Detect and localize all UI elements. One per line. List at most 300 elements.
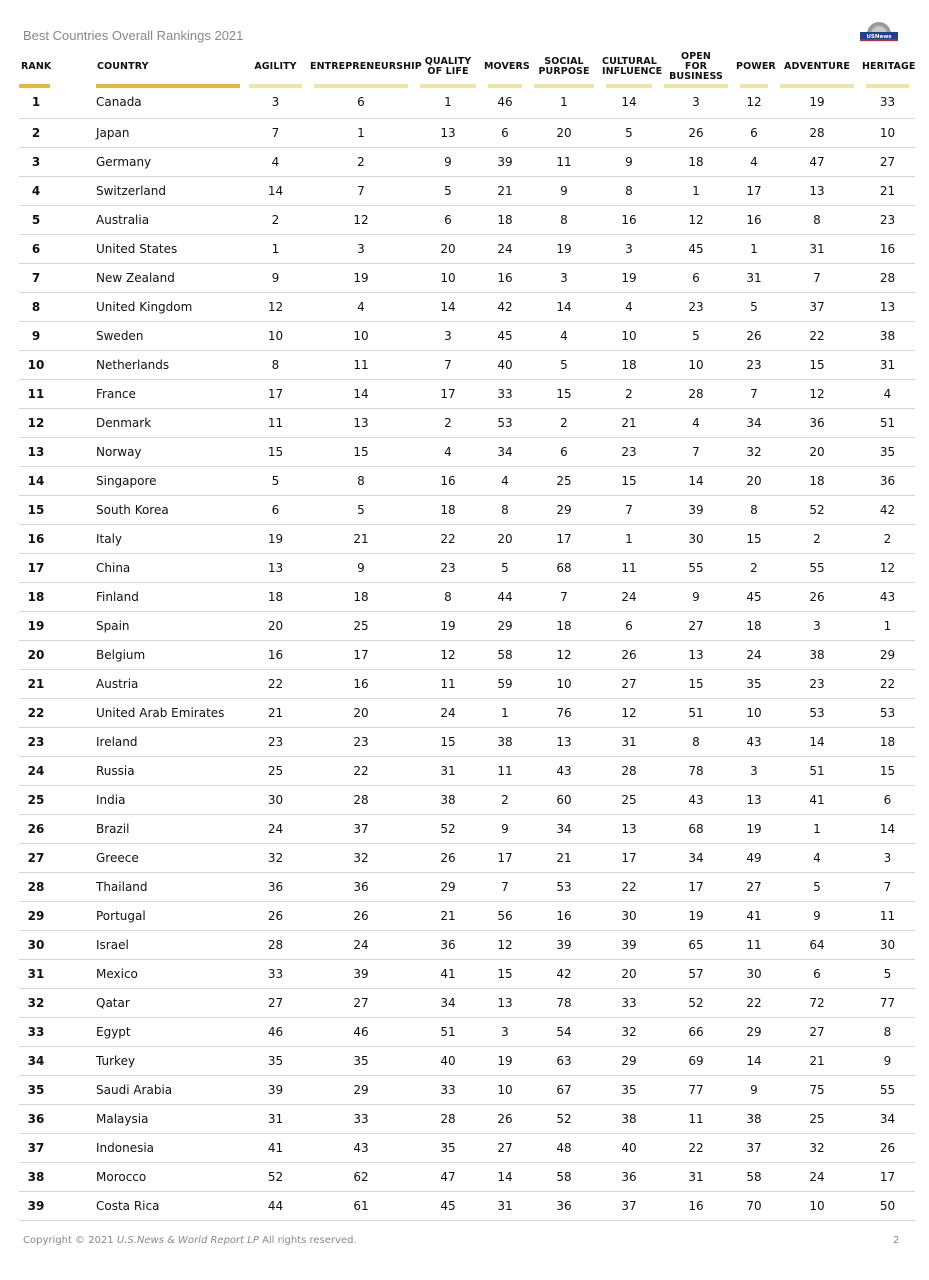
cell-adventure: 10 (774, 1192, 860, 1221)
cell-movers: 39 (482, 148, 528, 177)
cell-adventure: 37 (774, 293, 860, 322)
cell-power: 70 (734, 1192, 774, 1221)
table-row (19, 322, 915, 351)
cell-power: 15 (734, 525, 774, 554)
cell-country: United Arab Emirates (53, 699, 243, 728)
cell-heritage: 28 (860, 264, 915, 293)
cell-quality-of-life: 41 (414, 960, 482, 989)
cell-social-purpose: 78 (528, 989, 600, 1018)
cell-adventure: 51 (774, 757, 860, 786)
cell-country: Indonesia (53, 1134, 243, 1163)
cell-country: Sweden (53, 322, 243, 351)
cell-adventure: 21 (774, 1047, 860, 1076)
col-quality-of-life: QUALITY OF LIFE (414, 48, 482, 86)
cell-power: 2 (734, 554, 774, 583)
cell-entrepreneurship: 18 (308, 583, 414, 612)
cell-heritage: 2 (860, 525, 915, 554)
cell-movers: 2 (482, 786, 528, 815)
cell-agility: 52 (243, 1163, 308, 1192)
cell-country: Italy (53, 525, 243, 554)
cell-movers: 27 (482, 1134, 528, 1163)
cell-entrepreneurship: 32 (308, 844, 414, 873)
cell-adventure: 75 (774, 1076, 860, 1105)
cell-social-purpose: 67 (528, 1076, 600, 1105)
cell-country: France (53, 380, 243, 409)
cell-entrepreneurship: 19 (308, 264, 414, 293)
cell-social-purpose: 25 (528, 467, 600, 496)
cell-rank: 4 (19, 177, 53, 206)
cell-entrepreneurship: 23 (308, 728, 414, 757)
cell-social-purpose: 42 (528, 960, 600, 989)
cell-entrepreneurship: 17 (308, 641, 414, 670)
cell-social-purpose: 18 (528, 612, 600, 641)
cell-movers: 34 (482, 438, 528, 467)
cell-quality-of-life: 13 (414, 119, 482, 148)
table-row (19, 1192, 915, 1221)
cell-social-purpose: 13 (528, 728, 600, 757)
cell-cultural-influence: 40 (600, 1134, 658, 1163)
cell-agility: 24 (243, 815, 308, 844)
cell-cultural-influence: 29 (600, 1047, 658, 1076)
cell-quality-of-life: 12 (414, 641, 482, 670)
cell-entrepreneurship: 4 (308, 293, 414, 322)
cell-cultural-influence: 33 (600, 989, 658, 1018)
cell-open-for-business: 69 (658, 1047, 734, 1076)
cell-agility: 39 (243, 1076, 308, 1105)
cell-heritage: 50 (860, 1192, 915, 1221)
cell-open-for-business: 12 (658, 206, 734, 235)
cell-country: Costa Rica (53, 1192, 243, 1221)
cell-heritage: 18 (860, 728, 915, 757)
cell-social-purpose: 1 (528, 86, 600, 119)
cell-agility: 33 (243, 960, 308, 989)
cell-adventure: 25 (774, 1105, 860, 1134)
cell-cultural-influence: 24 (600, 583, 658, 612)
cell-entrepreneurship: 61 (308, 1192, 414, 1221)
cell-heritage: 13 (860, 293, 915, 322)
cell-cultural-influence: 25 (600, 786, 658, 815)
cell-cultural-influence: 1 (600, 525, 658, 554)
cell-quality-of-life: 36 (414, 931, 482, 960)
cell-adventure: 4 (774, 844, 860, 873)
cell-agility: 46 (243, 1018, 308, 1047)
cell-adventure: 7 (774, 264, 860, 293)
table-row (19, 525, 915, 554)
cell-entrepreneurship: 22 (308, 757, 414, 786)
cell-cultural-influence: 23 (600, 438, 658, 467)
cell-country: Morocco (53, 1163, 243, 1192)
cell-power: 1 (734, 235, 774, 264)
table-row (19, 612, 915, 641)
cell-cultural-influence: 3 (600, 235, 658, 264)
usnews-logo (859, 20, 899, 42)
cell-agility: 6 (243, 496, 308, 525)
cell-cultural-influence: 8 (600, 177, 658, 206)
cell-cultural-influence: 18 (600, 351, 658, 380)
cell-entrepreneurship: 43 (308, 1134, 414, 1163)
cell-quality-of-life: 23 (414, 554, 482, 583)
cell-agility: 41 (243, 1134, 308, 1163)
cell-open-for-business: 7 (658, 438, 734, 467)
cell-heritage: 42 (860, 496, 915, 525)
cell-entrepreneurship: 35 (308, 1047, 414, 1076)
cell-quality-of-life: 45 (414, 1192, 482, 1221)
cell-social-purpose: 54 (528, 1018, 600, 1047)
cell-social-purpose: 2 (528, 409, 600, 438)
table-row (19, 177, 915, 206)
cell-adventure: 47 (774, 148, 860, 177)
cell-power: 31 (734, 264, 774, 293)
cell-open-for-business: 65 (658, 931, 734, 960)
cell-agility: 21 (243, 699, 308, 728)
cell-power: 30 (734, 960, 774, 989)
cell-movers: 21 (482, 177, 528, 206)
cell-movers: 53 (482, 409, 528, 438)
cell-rank: 9 (19, 322, 53, 351)
table-row (19, 873, 915, 902)
cell-heritage: 31 (860, 351, 915, 380)
cell-power: 26 (734, 322, 774, 351)
cell-country: Finland (53, 583, 243, 612)
cell-open-for-business: 45 (658, 235, 734, 264)
cell-power: 12 (734, 86, 774, 119)
cell-quality-of-life: 24 (414, 699, 482, 728)
cell-adventure: 72 (774, 989, 860, 1018)
cell-power: 58 (734, 1163, 774, 1192)
cell-rank: 8 (19, 293, 53, 322)
table-row (19, 148, 915, 177)
cell-social-purpose: 5 (528, 351, 600, 380)
cell-heritage: 23 (860, 206, 915, 235)
cell-movers: 1 (482, 699, 528, 728)
cell-entrepreneurship: 28 (308, 786, 414, 815)
cell-power: 41 (734, 902, 774, 931)
cell-adventure: 1 (774, 815, 860, 844)
col-open-for-business: OPEN FOR BUSINESS (658, 48, 734, 86)
cell-rank: 16 (19, 525, 53, 554)
cell-power: 6 (734, 119, 774, 148)
cell-movers: 3 (482, 1018, 528, 1047)
cell-heritage: 55 (860, 1076, 915, 1105)
cell-social-purpose: 63 (528, 1047, 600, 1076)
cell-country: United Kingdom (53, 293, 243, 322)
cell-country: Japan (53, 119, 243, 148)
table-row (19, 728, 915, 757)
cell-open-for-business: 1 (658, 177, 734, 206)
cell-open-for-business: 52 (658, 989, 734, 1018)
cell-quality-of-life: 5 (414, 177, 482, 206)
cell-open-for-business: 17 (658, 873, 734, 902)
cell-rank: 22 (19, 699, 53, 728)
cell-adventure: 6 (774, 960, 860, 989)
cell-rank: 35 (19, 1076, 53, 1105)
cell-open-for-business: 23 (658, 293, 734, 322)
cell-movers: 31 (482, 1192, 528, 1221)
table-row (19, 902, 915, 931)
cell-adventure: 14 (774, 728, 860, 757)
cell-country: Brazil (53, 815, 243, 844)
cell-cultural-influence: 27 (600, 670, 658, 699)
cell-rank: 10 (19, 351, 53, 380)
cell-cultural-influence: 26 (600, 641, 658, 670)
cell-agility: 19 (243, 525, 308, 554)
cell-movers: 10 (482, 1076, 528, 1105)
cell-heritage: 36 (860, 467, 915, 496)
cell-entrepreneurship: 25 (308, 612, 414, 641)
table-row (19, 960, 915, 989)
cell-social-purpose: 7 (528, 583, 600, 612)
table-row (19, 235, 915, 264)
cell-country: Netherlands (53, 351, 243, 380)
cell-heritage: 6 (860, 786, 915, 815)
cell-entrepreneurship: 13 (308, 409, 414, 438)
cell-country: Saudi Arabia (53, 1076, 243, 1105)
cell-agility: 32 (243, 844, 308, 873)
cell-power: 22 (734, 989, 774, 1018)
cell-adventure: 31 (774, 235, 860, 264)
cell-adventure: 28 (774, 119, 860, 148)
cell-power: 14 (734, 1047, 774, 1076)
cell-entrepreneurship: 11 (308, 351, 414, 380)
cell-adventure: 41 (774, 786, 860, 815)
cell-heritage: 17 (860, 1163, 915, 1192)
cell-movers: 15 (482, 960, 528, 989)
cell-adventure: 22 (774, 322, 860, 351)
cell-cultural-influence: 17 (600, 844, 658, 873)
cell-heritage: 35 (860, 438, 915, 467)
cell-entrepreneurship: 2 (308, 148, 414, 177)
cell-entrepreneurship: 1 (308, 119, 414, 148)
cell-quality-of-life: 52 (414, 815, 482, 844)
cell-agility: 11 (243, 409, 308, 438)
header-row (19, 48, 915, 86)
cell-heritage: 1 (860, 612, 915, 641)
cell-open-for-business: 5 (658, 322, 734, 351)
cell-power: 5 (734, 293, 774, 322)
cell-heritage: 3 (860, 844, 915, 873)
cell-country: Norway (53, 438, 243, 467)
table-row (19, 1018, 915, 1047)
cell-cultural-influence: 11 (600, 554, 658, 583)
cell-open-for-business: 27 (658, 612, 734, 641)
cell-cultural-influence: 4 (600, 293, 658, 322)
cell-rank: 33 (19, 1018, 53, 1047)
cell-adventure: 12 (774, 380, 860, 409)
cell-rank: 6 (19, 235, 53, 264)
cell-open-for-business: 8 (658, 728, 734, 757)
cell-social-purpose: 52 (528, 1105, 600, 1134)
cell-open-for-business: 43 (658, 786, 734, 815)
table-row (19, 641, 915, 670)
cell-movers: 4 (482, 467, 528, 496)
cell-social-purpose: 76 (528, 699, 600, 728)
cell-quality-of-life: 26 (414, 844, 482, 873)
cell-rank: 38 (19, 1163, 53, 1192)
cell-quality-of-life: 8 (414, 583, 482, 612)
col-cultural-influence: CULTURAL INFLUENCE (600, 48, 658, 86)
cell-movers: 26 (482, 1105, 528, 1134)
cell-social-purpose: 48 (528, 1134, 600, 1163)
cell-agility: 30 (243, 786, 308, 815)
cell-open-for-business: 10 (658, 351, 734, 380)
table-row (19, 554, 915, 583)
cell-rank: 25 (19, 786, 53, 815)
cell-rank: 12 (19, 409, 53, 438)
cell-cultural-influence: 37 (600, 1192, 658, 1221)
cell-entrepreneurship: 24 (308, 931, 414, 960)
cell-power: 10 (734, 699, 774, 728)
cell-social-purpose: 15 (528, 380, 600, 409)
col-movers: MOVERS (482, 48, 528, 86)
cell-country: Canada (53, 86, 243, 119)
cell-movers: 59 (482, 670, 528, 699)
cell-quality-of-life: 18 (414, 496, 482, 525)
cell-power: 38 (734, 1105, 774, 1134)
table-row (19, 206, 915, 235)
cell-rank: 27 (19, 844, 53, 873)
page-title: Best Countries Overall Rankings 2021 (23, 28, 244, 43)
cell-quality-of-life: 2 (414, 409, 482, 438)
cell-cultural-influence: 9 (600, 148, 658, 177)
cell-country: New Zealand (53, 264, 243, 293)
cell-open-for-business: 22 (658, 1134, 734, 1163)
cell-adventure: 3 (774, 612, 860, 641)
cell-movers: 38 (482, 728, 528, 757)
table-row (19, 670, 915, 699)
cell-open-for-business: 26 (658, 119, 734, 148)
cell-power: 49 (734, 844, 774, 873)
cell-open-for-business: 28 (658, 380, 734, 409)
cell-heritage: 43 (860, 583, 915, 612)
cell-heritage: 77 (860, 989, 915, 1018)
cell-social-purpose: 43 (528, 757, 600, 786)
cell-rank: 17 (19, 554, 53, 583)
cell-quality-of-life: 11 (414, 670, 482, 699)
cell-rank: 20 (19, 641, 53, 670)
col-rank: RANK (19, 48, 53, 86)
cell-movers: 44 (482, 583, 528, 612)
cell-social-purpose: 53 (528, 873, 600, 902)
cell-country: Egypt (53, 1018, 243, 1047)
cell-heritage: 7 (860, 873, 915, 902)
cell-social-purpose: 36 (528, 1192, 600, 1221)
table-row (19, 351, 915, 380)
cell-movers: 19 (482, 1047, 528, 1076)
col-country: COUNTRY (53, 48, 243, 86)
cell-quality-of-life: 7 (414, 351, 482, 380)
cell-open-for-business: 4 (658, 409, 734, 438)
table-row (19, 380, 915, 409)
cell-country: Portugal (53, 902, 243, 931)
cell-open-for-business: 68 (658, 815, 734, 844)
publisher-name: U.S.News & World Report LP (116, 1235, 259, 1246)
table-row (19, 264, 915, 293)
cell-rank: 7 (19, 264, 53, 293)
cell-cultural-influence: 36 (600, 1163, 658, 1192)
cell-agility: 26 (243, 902, 308, 931)
cell-entrepreneurship: 29 (308, 1076, 414, 1105)
cell-social-purpose: 19 (528, 235, 600, 264)
cell-heritage: 21 (860, 177, 915, 206)
cell-open-for-business: 11 (658, 1105, 734, 1134)
cell-country: Greece (53, 844, 243, 873)
cell-quality-of-life: 47 (414, 1163, 482, 1192)
cell-power: 19 (734, 815, 774, 844)
cell-agility: 2 (243, 206, 308, 235)
cell-movers: 20 (482, 525, 528, 554)
cell-movers: 56 (482, 902, 528, 931)
table-row (19, 1076, 915, 1105)
cell-adventure: 2 (774, 525, 860, 554)
cell-social-purpose: 17 (528, 525, 600, 554)
cell-heritage: 15 (860, 757, 915, 786)
cell-rank: 31 (19, 960, 53, 989)
cell-open-for-business: 66 (658, 1018, 734, 1047)
cell-country: Germany (53, 148, 243, 177)
cell-agility: 8 (243, 351, 308, 380)
cell-power: 37 (734, 1134, 774, 1163)
cell-open-for-business: 13 (658, 641, 734, 670)
cell-adventure: 24 (774, 1163, 860, 1192)
cell-rank: 21 (19, 670, 53, 699)
cell-movers: 13 (482, 989, 528, 1018)
cell-cultural-influence: 7 (600, 496, 658, 525)
cell-open-for-business: 57 (658, 960, 734, 989)
cell-quality-of-life: 6 (414, 206, 482, 235)
cell-quality-of-life: 10 (414, 264, 482, 293)
cell-rank: 1 (19, 86, 53, 119)
cell-power: 23 (734, 351, 774, 380)
cell-country: Turkey (53, 1047, 243, 1076)
cell-open-for-business: 34 (658, 844, 734, 873)
cell-entrepreneurship: 20 (308, 699, 414, 728)
cell-heritage: 53 (860, 699, 915, 728)
table-body (19, 86, 915, 1221)
col-social-purpose: SOCIAL PURPOSE (528, 48, 600, 86)
cell-rank: 28 (19, 873, 53, 902)
table-row (19, 119, 915, 148)
cell-quality-of-life: 20 (414, 235, 482, 264)
cell-country: Austria (53, 670, 243, 699)
cell-cultural-influence: 19 (600, 264, 658, 293)
cell-entrepreneurship: 16 (308, 670, 414, 699)
cell-country: Switzerland (53, 177, 243, 206)
cell-social-purpose: 39 (528, 931, 600, 960)
cell-movers: 45 (482, 322, 528, 351)
cell-quality-of-life: 29 (414, 873, 482, 902)
cell-social-purpose: 6 (528, 438, 600, 467)
cell-quality-of-life: 21 (414, 902, 482, 931)
cell-rank: 37 (19, 1134, 53, 1163)
cell-adventure: 13 (774, 177, 860, 206)
cell-adventure: 18 (774, 467, 860, 496)
cell-social-purpose: 14 (528, 293, 600, 322)
cell-movers: 18 (482, 206, 528, 235)
cell-cultural-influence: 6 (600, 612, 658, 641)
cell-cultural-influence: 5 (600, 119, 658, 148)
cell-country: China (53, 554, 243, 583)
cell-power: 7 (734, 380, 774, 409)
cell-entrepreneurship: 15 (308, 438, 414, 467)
cell-heritage: 14 (860, 815, 915, 844)
cell-quality-of-life: 51 (414, 1018, 482, 1047)
cell-quality-of-life: 22 (414, 525, 482, 554)
col-heritage: HERITAGE (860, 48, 915, 86)
rankings-table (19, 48, 915, 1221)
cell-social-purpose: 60 (528, 786, 600, 815)
cell-agility: 1 (243, 235, 308, 264)
cell-adventure: 5 (774, 873, 860, 902)
